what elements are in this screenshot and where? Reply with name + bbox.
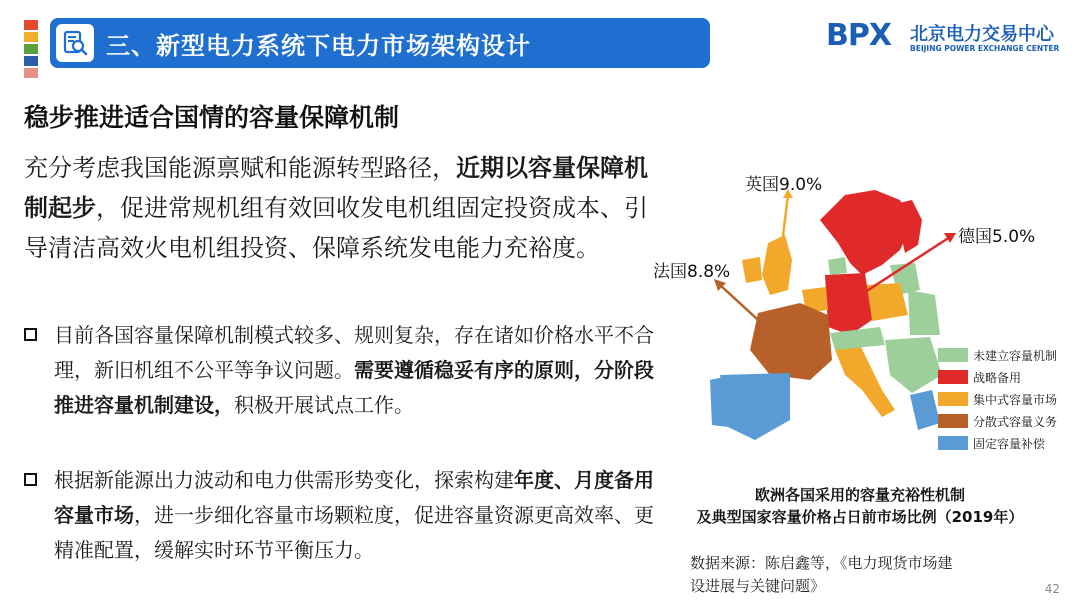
- source-line: 设进展与关键问题》: [690, 577, 826, 595]
- strip: [24, 20, 38, 30]
- map-legend: [938, 348, 1057, 451]
- bpx-logo: [826, 18, 1066, 58]
- map-shapes: [710, 190, 942, 440]
- caption-line: 及典型国家容量价格占日前市场比例（2019年）: [696, 508, 1024, 526]
- legend-label: 固定容量补偿: [973, 437, 1046, 451]
- legend-swatch: [938, 370, 968, 384]
- legend-label: 集中式容量市场: [973, 393, 1058, 407]
- region-spain: [720, 373, 790, 440]
- logo-mark: BPX: [826, 18, 891, 53]
- bullet-text: [54, 463, 654, 568]
- region-italy: [835, 345, 895, 417]
- strip: [24, 44, 38, 54]
- region-greece: [910, 390, 940, 430]
- bullet-text-part: ，进一步细化容量市场颗粒度，促进容量资源更高效率、更精准配置，缓解实时环节平衡压力。: [54, 503, 654, 562]
- intro-emphasis: 近期以容量保障机制起步: [24, 154, 648, 222]
- color-strips: [24, 20, 38, 80]
- legend-swatch: [938, 392, 968, 406]
- strip: [24, 32, 38, 42]
- legend-swatch: [938, 414, 968, 428]
- checkbox-square-icon: [24, 328, 37, 341]
- page-number: 42: [1044, 582, 1060, 596]
- legend-label: 未建立容量机制: [973, 349, 1058, 363]
- bullet-text-part: 积极开展试点工作。: [234, 393, 414, 417]
- section-title: 三、新型电力系统下电力市场架构设计: [106, 31, 531, 60]
- region-east: [908, 290, 940, 335]
- strip: [24, 68, 38, 78]
- legend-swatch: [938, 348, 968, 362]
- bullet-item: [24, 463, 654, 568]
- caption-line: 欧洲各国采用的容量充裕性机制: [754, 486, 965, 504]
- checkbox-square-icon: [24, 473, 37, 486]
- legend-swatch: [938, 436, 968, 450]
- bullet-text: [54, 318, 654, 423]
- region-ireland: [742, 257, 762, 283]
- data-source: [690, 552, 1030, 598]
- bullet-text-part: 目前各国容量保障机制模式较多、规则复杂，存在诸如价格水平不合理，新旧机组不公平等争议问题。: [54, 323, 654, 382]
- map-caption: [660, 484, 1060, 528]
- intro-text: ，促进常规机组有效回收发电机组固定投资成本、引导清洁高效火电机组投资、保障系统发电能力充裕度。: [24, 194, 648, 262]
- region-balkans: [885, 337, 942, 393]
- logo-name-cn: 北京电力交易中心: [910, 24, 1054, 45]
- source-line: 数据来源：陈启鑫等，《电力现货市场建: [690, 554, 953, 572]
- intro-text: 充分考虑我国能源禀赋和能源转型路径，: [24, 154, 456, 182]
- bullet-emphasis: 年度、月度备用容量市场: [54, 468, 654, 527]
- de-arrow-head: [944, 233, 956, 243]
- region-denmark: [828, 257, 847, 275]
- region-uk: [762, 235, 792, 295]
- section-header: [50, 18, 710, 68]
- strip: [24, 56, 38, 66]
- region-france: [750, 303, 832, 380]
- logo-name-en: BEIJING POWER EXCHANGE CENTER: [910, 44, 1060, 53]
- callout-uk: 英国9.0%: [745, 175, 823, 195]
- callout-de: 德国5.0%: [958, 227, 1036, 247]
- legend-label: 战略备用: [973, 371, 1022, 385]
- bullet-emphasis: 需要遵循稳妥有序的原则，分阶段推进容量机制建设，: [54, 358, 654, 417]
- intro-paragraph: [24, 148, 654, 268]
- slide-subtitle: 稳步推进适合国情的容量保障机制: [24, 103, 400, 132]
- legend-label: 分散式容量义务: [973, 415, 1058, 429]
- bullet-item: [24, 318, 654, 423]
- europe-capacity-map: [650, 165, 1080, 470]
- bullet-text-part: 根据新能源出力波动和电力供需形势变化，探索构建: [54, 468, 514, 492]
- callout-fr: 法国8.8%: [653, 262, 731, 282]
- document-search-icon: [56, 24, 94, 62]
